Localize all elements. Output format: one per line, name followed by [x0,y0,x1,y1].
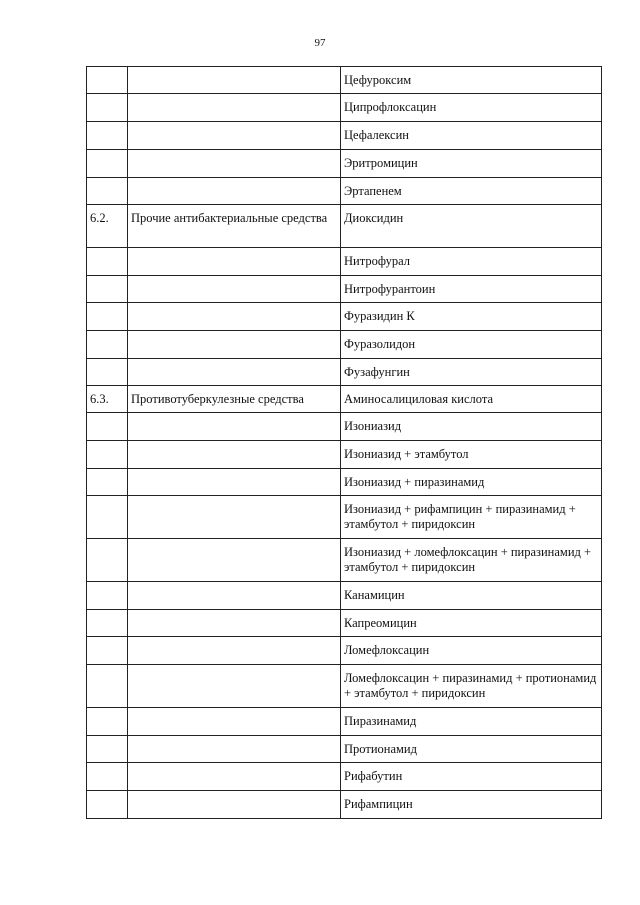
drug-group-cell [128,665,341,708]
drug-name-cell: Эртапенем [341,178,602,205]
table-row [87,150,602,178]
drug-table [86,66,602,819]
section-number-cell [87,708,128,736]
drug-group-cell [128,178,341,205]
drug-group-cell [128,637,341,665]
drug-name-cell: Изониазид + ломефлоксацин + пиразинамид + этамбутол + пиридоксин [341,539,602,582]
drug-group-cell [128,413,341,441]
page-number: 97 [314,37,326,49]
section-number-cell [87,610,128,637]
section-number-cell [87,359,128,386]
section-number-cell [87,331,128,359]
table-row [87,736,602,763]
drug-name-cell: Нитрофурал [341,248,602,276]
section-number-cell: 6.2. [87,205,128,248]
drug-name-cell: Изониазид [341,413,602,441]
section-number-cell [87,736,128,763]
section-number-cell [87,248,128,276]
drug-name-cell: Ципрофлоксацин [341,94,602,122]
drug-group-cell [128,122,341,150]
drug-group-cell [128,359,341,386]
drug-name-cell: Фузафунгин [341,359,602,386]
drug-group-cell [128,582,341,610]
section-number-cell: 6.3. [87,386,128,413]
drug-name-cell: Изониазид + этамбутол [341,441,602,469]
drug-name-cell: Капреомицин [341,610,602,637]
table-row [87,386,602,413]
drug-group-cell [128,67,341,94]
table-row [87,359,602,386]
drug-name-cell: Канамицин [341,582,602,610]
drug-group-cell [128,150,341,178]
drug-group-cell [128,441,341,469]
drug-name-cell: Изониазид + рифампицин + пиразинамид + этамбутол + пиридоксин [341,496,602,539]
drug-group-cell [128,539,341,582]
table-row [87,469,602,496]
drug-group-cell: Противотуберкулезные средства [128,386,341,413]
table-row [87,763,602,791]
drug-group-cell [128,248,341,276]
table-row [87,67,602,94]
section-number-cell [87,469,128,496]
section-number-cell [87,67,128,94]
drug-name-cell: Рифампицин [341,791,602,819]
drug-name-cell: Нитрофурантоин [341,276,602,303]
section-number-cell [87,665,128,708]
drug-name-cell: Пиразинамид [341,708,602,736]
section-number-cell [87,582,128,610]
section-number-cell [87,763,128,791]
drug-group-cell [128,94,341,122]
drug-name-cell: Эритромицин [341,150,602,178]
drug-name-cell: Ломефлоксацин + пиразинамид + протионамид + этамбутол + пиридоксин [341,665,602,708]
drug-name-cell: Рифабутин [341,763,602,791]
drug-name-cell: Изониазид + пиразинамид [341,469,602,496]
table-row [87,791,602,819]
drug-group-cell [128,276,341,303]
table-row [87,303,602,331]
table-row [87,637,602,665]
table-row [87,610,602,637]
drug-group-cell [128,791,341,819]
drug-name-cell: Аминосалициловая кислота [341,386,602,413]
table-row [87,94,602,122]
table-row [87,582,602,610]
table-row [87,331,602,359]
section-number-cell [87,791,128,819]
drug-name-cell: Протионамид [341,736,602,763]
table-row [87,539,602,582]
table-row [87,708,602,736]
table-row [87,122,602,150]
section-number-cell [87,496,128,539]
table-row [87,205,602,248]
section-number-cell [87,413,128,441]
table-row [87,248,602,276]
table-row [87,413,602,441]
section-number-cell [87,122,128,150]
drug-name-cell: Цефуроксим [341,67,602,94]
table-row [87,665,602,708]
drug-group-cell: Прочие антибактериальные средства [128,205,341,248]
section-number-cell [87,276,128,303]
drug-group-cell [128,303,341,331]
table-body [87,67,602,819]
drug-name-cell: Ломефлоксацин [341,637,602,665]
table-row [87,496,602,539]
drug-group-cell [128,763,341,791]
drug-group-cell [128,708,341,736]
drug-name-cell: Фуразолидон [341,331,602,359]
table-row [87,441,602,469]
table-row [87,276,602,303]
section-number-cell [87,150,128,178]
table-row [87,178,602,205]
drug-group-cell [128,469,341,496]
section-number-cell [87,178,128,205]
section-number-cell [87,303,128,331]
drug-group-cell [128,610,341,637]
drug-group-cell [128,496,341,539]
section-number-cell [87,94,128,122]
section-number-cell [87,539,128,582]
drug-group-cell [128,736,341,763]
drug-name-cell: Диоксидин [341,205,602,248]
drug-name-cell: Цефалексин [341,122,602,150]
section-number-cell [87,637,128,665]
drug-group-cell [128,331,341,359]
drug-name-cell: Фуразидин К [341,303,602,331]
section-number-cell [87,441,128,469]
